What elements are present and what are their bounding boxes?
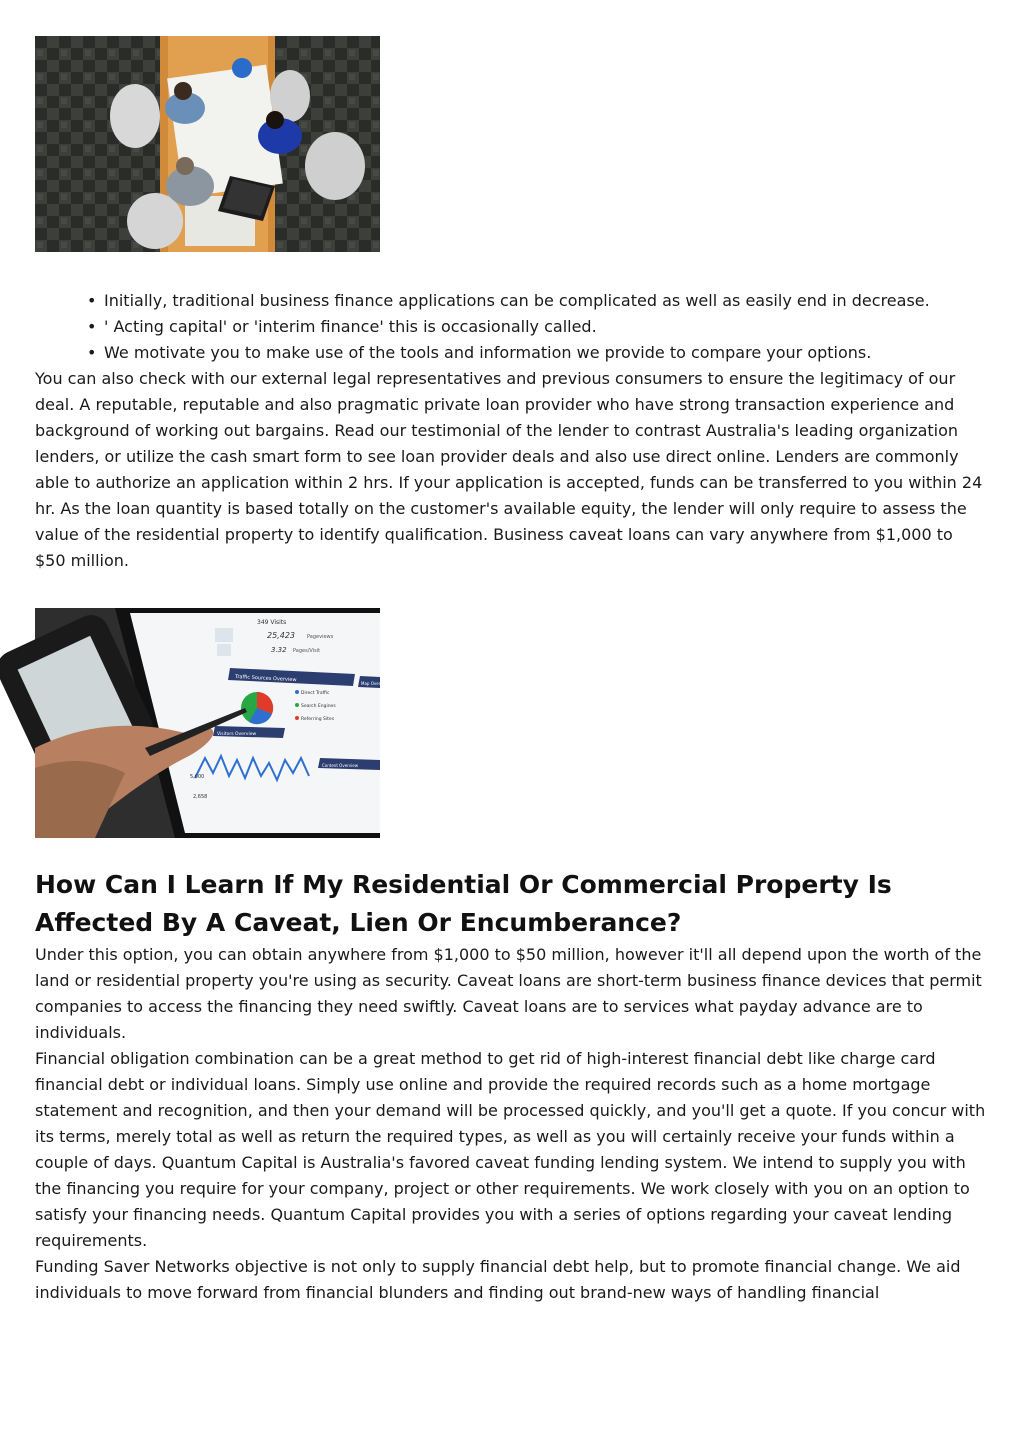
paragraph: Financial obligation combination can be a great method to get rid of high-interest financial debt like charge card financial debt or individual loans. Simply use online and provide the required records such as a home mortgage statement and recognition, and then your demand will be processed quickly, and you'll get a quote. If you concur with its terms, merely total as well as return the required types, as well as you will certainly receive your funds within a couple of days. Quantum Capital is Australia's favored caveat funding lending system. We intend to supply you with the financing you require for your company, project or other requirements. We work closely with you on an option to satisfy your financing needs. Quantum Capital provides you with a series of options regarding your caveat lending requirements.: [35, 1049, 986, 1250]
pages-visit-label: Pages/Visit: [293, 648, 321, 654]
paragraph: Funding Saver Networks objective is not only to supply financial debt help, but to promote financial change. We aid individuals to move forward from financial blunders and finding out brand-new ways of handling financial: [35, 1257, 961, 1302]
paragraph: You can also check with our external legal representatives and previous consumers to ensure the legitimacy of our deal. A reputable, reputable and also pragmatic private loan provider who have strong transaction experience and background of working out bargains. Read our testimonial of the lender to contrast Australia's leading organization lenders, or utilize the cash smart form to see loan provider deals and also use direct online. Lenders are commonly able to authorize an application within 2 hrs. If your application is accepted, funds can be transferred to you within 24 hr. As the loan quantity is based totally on the customer's available equity, the lender will only require to assess the value of the residential property to identify qualification. Business caveat loans can vary anywhere from $1,000 to $50 million.: [35, 369, 983, 570]
bullet-list: [35, 288, 987, 366]
meeting-photo: [35, 36, 380, 252]
pageviews-label: Pageviews: [307, 634, 334, 640]
paragraph: Under this option, you can obtain anywhere from $1,000 to $50 million, however it'll all depend upon the worth of the land or residential property you're using as security. Caveat loans are short-term business finance devices that permit companies to access the financing they need swiftly. Caveat loans are to services what payday advance are to individuals.: [35, 945, 982, 1042]
pageviews-value: 25,423: [267, 631, 295, 640]
list-item: • Initially, traditional business finance applications can be complicated as well as easily end in decrease.: [87, 288, 987, 314]
axis-bottom-text: 2,658: [193, 794, 208, 800]
legend-direct-text: Direct Traffic: [301, 691, 330, 696]
axis-top-text: 5,000: [190, 774, 205, 780]
analytics-tablet-photo: [35, 608, 387, 838]
list-item: • ' Acting capital' or 'interim finance' this is occasionally called.: [87, 314, 987, 340]
map-overlay-text: Map Overlay: [361, 681, 387, 686]
section-heading: How Can I Learn If My Residential Or Commercial Property Is Affected By A Caveat, Lien Or Encumberance?: [35, 870, 892, 937]
visits-text: 349 Visits: [257, 619, 287, 626]
pages-visit-value: 3.32: [271, 646, 287, 654]
content-overview-text: Content Overview: [322, 763, 359, 768]
traffic-sources-text: Traffic Sources Overview: [234, 674, 297, 684]
visitors-overview-text: Visitors Overview: [217, 732, 257, 737]
article: [35, 36, 987, 1306]
legend-search-text: Search Engines: [301, 704, 336, 709]
legend-referring-text: Referring Sites: [301, 717, 335, 722]
list-item: • We motivate you to make use of the tools and information we provide to compare your options.: [87, 340, 987, 366]
